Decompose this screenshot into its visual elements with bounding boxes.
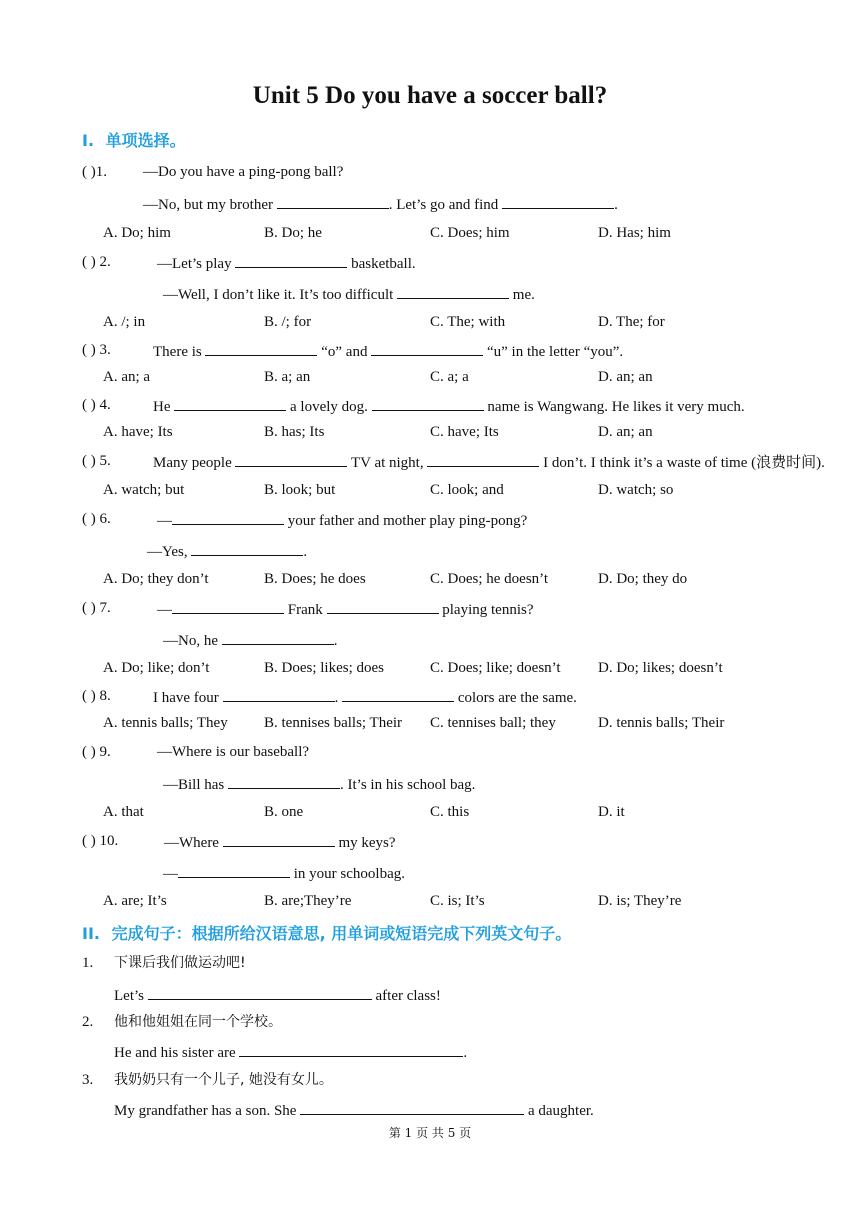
question-text: —Where (164, 835, 223, 851)
question-4-option: A. have; Its (103, 424, 173, 440)
question-text: “o” and (317, 344, 372, 360)
question-2-line (157, 253, 416, 273)
section-1-heading (82, 128, 186, 151)
question-7-option: B. Does; likes; does (264, 660, 384, 676)
question-text: —Bill has (163, 777, 229, 793)
question-2-option: D. The; for (598, 314, 665, 330)
question-text: my keys? (334, 835, 396, 851)
answer-blank[interactable] (277, 194, 389, 209)
answer-blank[interactable] (342, 687, 454, 702)
question-4-option: B. has; Its (264, 424, 325, 440)
question-7-line (163, 630, 338, 650)
question-9-option: C. this (430, 804, 470, 820)
question-text: . (334, 690, 343, 706)
question-text: —Where is our baseball? (157, 744, 310, 760)
question-10-option: D. is; They’re (598, 893, 682, 909)
answer-blank[interactable] (502, 194, 614, 209)
question-2-option: A. /; in (103, 314, 146, 330)
question-9-option: D. it (598, 804, 625, 820)
question-6-answer-bracket[interactable]: ( ) 6. (82, 511, 111, 527)
question-text: name is Wangwang. He likes it very much. (483, 399, 745, 415)
question-10-line (163, 863, 405, 883)
question-7-line (157, 599, 533, 619)
sentence-text: Let’s (114, 988, 148, 1004)
question-5-line (153, 452, 825, 472)
answer-blank[interactable] (228, 774, 340, 789)
question-5-answer-bracket[interactable]: ( ) 5. (82, 453, 111, 469)
question-text: —Let’s play (157, 256, 236, 272)
question-text: There is (153, 344, 206, 360)
question-4-option: C. have; Its (430, 424, 499, 440)
question-text: —Well, I don’t like it. It’s too difficult (163, 287, 398, 303)
sentence-chinese-prompt: 下课后我们做运动吧! (114, 955, 246, 971)
question-2-option: B. /; for (264, 314, 312, 330)
answer-blank[interactable] (371, 341, 483, 356)
question-text: — (163, 866, 178, 882)
question-text: . It’s in his school bag. (340, 777, 476, 793)
question-8-option: D. tennis balls; Their (598, 715, 725, 731)
sentence-number: 3. (82, 1072, 94, 1088)
answer-blank[interactable] (223, 687, 335, 702)
question-7-option: C. Does; like; doesn’t (430, 660, 561, 676)
answer-blank[interactable] (178, 863, 290, 878)
answer-blank[interactable] (239, 1042, 463, 1057)
question-10-option: C. is; It’s (430, 893, 485, 909)
question-5-option: C. look; and (430, 482, 504, 498)
question-text: He (153, 399, 175, 415)
sentence-english-line (114, 1100, 594, 1120)
question-text: . (333, 633, 338, 649)
question-text: Frank (284, 602, 327, 618)
answer-blank[interactable] (327, 599, 439, 614)
question-9-option: A. that (103, 804, 144, 820)
question-6-option: D. Do; they do (598, 571, 688, 587)
question-3-option: C. a; a (430, 369, 469, 385)
question-text: —Yes, (147, 544, 192, 560)
answer-blank[interactable] (222, 630, 334, 645)
answer-blank[interactable] (235, 452, 347, 467)
question-1-option: A. Do; him (103, 225, 171, 241)
question-5-option: B. look; but (264, 482, 336, 498)
answer-blank[interactable] (191, 541, 303, 556)
question-text: Many people (153, 455, 236, 471)
answer-blank[interactable] (300, 1100, 524, 1115)
sentence-text: after class! (371, 988, 441, 1004)
question-3-answer-bracket[interactable]: ( ) 3. (82, 342, 111, 358)
question-1-option: D. Has; him (598, 225, 671, 241)
sentence-text: a daughter. (524, 1103, 594, 1119)
question-3-line (153, 341, 623, 361)
sentence-text: My grandfather has a son. She (114, 1103, 301, 1119)
question-text: “u” in the letter “you”. (483, 344, 624, 360)
question-9-answer-bracket[interactable]: ( ) 9. (82, 744, 111, 760)
question-8-answer-bracket[interactable]: ( ) 8. (82, 688, 111, 704)
question-10-answer-bracket[interactable]: ( ) 10. (82, 833, 119, 849)
section-2-title: 完成句子：根据所给汉语意思, 用单词或短语完成下列英文句子。 (111, 924, 572, 943)
section-1-number: I. (82, 131, 95, 150)
answer-blank[interactable] (174, 396, 286, 411)
question-10-line (164, 832, 396, 852)
question-text: — (157, 513, 172, 529)
question-7-answer-bracket[interactable]: ( ) 7. (82, 600, 111, 616)
question-text: —No, but my brother (143, 197, 277, 213)
question-text: me. (509, 287, 535, 303)
answer-blank[interactable] (172, 510, 284, 525)
question-5-option: A. watch; but (103, 482, 185, 498)
question-6-option: A. Do; they don’t (103, 571, 209, 587)
question-5-option: D. watch; so (598, 482, 674, 498)
question-text: —No, he (163, 633, 222, 649)
question-8-option: C. tennises ball; they (430, 715, 556, 731)
answer-blank[interactable] (427, 452, 539, 467)
question-9-option: B. one (264, 804, 304, 820)
question-6-option: C. Does; he doesn’t (430, 571, 549, 587)
question-text: colors are the same. (454, 690, 577, 706)
answer-blank[interactable] (172, 599, 284, 614)
question-text: . Let’s go and find (388, 197, 503, 213)
question-text: —Do you have a ping-pong ball? (143, 164, 344, 180)
question-4-option: D. an; an (598, 424, 653, 440)
question-text: in your schoolbag. (290, 866, 405, 882)
sentence-number: 2. (82, 1014, 94, 1030)
section-2-number: II. (82, 924, 100, 943)
sentence-text: . (463, 1045, 468, 1061)
question-8-option: B. tennises balls; Their (264, 715, 403, 731)
question-1-option: B. Do; he (264, 225, 322, 241)
answer-blank[interactable] (397, 284, 509, 299)
question-text: playing tennis? (438, 602, 534, 618)
sentence-chinese-prompt: 我奶奶只有一个儿子, 她没有女儿。 (114, 1072, 333, 1088)
question-10-option: A. are; It’s (103, 893, 167, 909)
answer-blank[interactable] (205, 341, 317, 356)
question-10-option: B. are;They’re (264, 893, 352, 909)
section-2-heading (82, 921, 571, 944)
question-6-line (147, 541, 307, 561)
question-9-line (157, 743, 309, 761)
question-text: . (614, 197, 618, 213)
page-footer: 第 1 页 共 5 页 (388, 1126, 472, 1140)
question-text: I have four (153, 690, 223, 706)
question-6-line (157, 510, 527, 530)
question-text: TV at night, (347, 455, 428, 471)
question-3-option: B. a; an (264, 369, 311, 385)
question-8-option: A. tennis balls; They (103, 715, 228, 731)
question-3-option: D. an; an (598, 369, 653, 385)
answer-blank[interactable] (372, 396, 484, 411)
question-1-option: C. Does; him (430, 225, 510, 241)
sentence-text: He and his sister are (114, 1045, 240, 1061)
answer-blank[interactable] (235, 253, 347, 268)
question-text: — (157, 602, 172, 618)
question-7-option: A. Do; like; don’t (103, 660, 210, 676)
question-text: . (303, 544, 308, 560)
question-4-line (153, 396, 745, 416)
question-9-line (163, 774, 475, 794)
question-1-line (143, 194, 618, 214)
question-7-option: D. Do; likes; doesn’t (598, 660, 723, 676)
question-text: your father and mother play ping-pong? (284, 513, 528, 529)
question-4-answer-bracket[interactable]: ( ) 4. (82, 397, 111, 413)
sentence-chinese-prompt: 他和他姐姐在同一个学校。 (114, 1014, 282, 1030)
question-1-line (143, 163, 343, 181)
sentence-english-line (114, 1042, 467, 1062)
answer-blank[interactable] (223, 832, 335, 847)
question-3-option: A. an; a (103, 369, 151, 385)
sentence-english-line (114, 985, 441, 1005)
answer-blank[interactable] (148, 985, 372, 1000)
question-2-option: C. The; with (430, 314, 506, 330)
page-title: Unit 5 Do you have a soccer ball? (252, 82, 608, 109)
question-text: basketball. (347, 256, 416, 272)
question-2-answer-bracket[interactable]: ( ) 2. (82, 254, 111, 270)
section-1-title: 单项选择。 (105, 131, 186, 150)
sentence-number: 1. (82, 955, 94, 971)
question-8-line (153, 687, 577, 707)
question-text: I don’t. I think it’s a waste of time (浪费时间). (539, 455, 825, 471)
question-2-line (163, 284, 535, 304)
question-text: a lovely dog. (286, 399, 372, 415)
question-1-answer-bracket[interactable]: ( )1. (82, 164, 107, 180)
question-6-option: B. Does; he does (264, 571, 366, 587)
